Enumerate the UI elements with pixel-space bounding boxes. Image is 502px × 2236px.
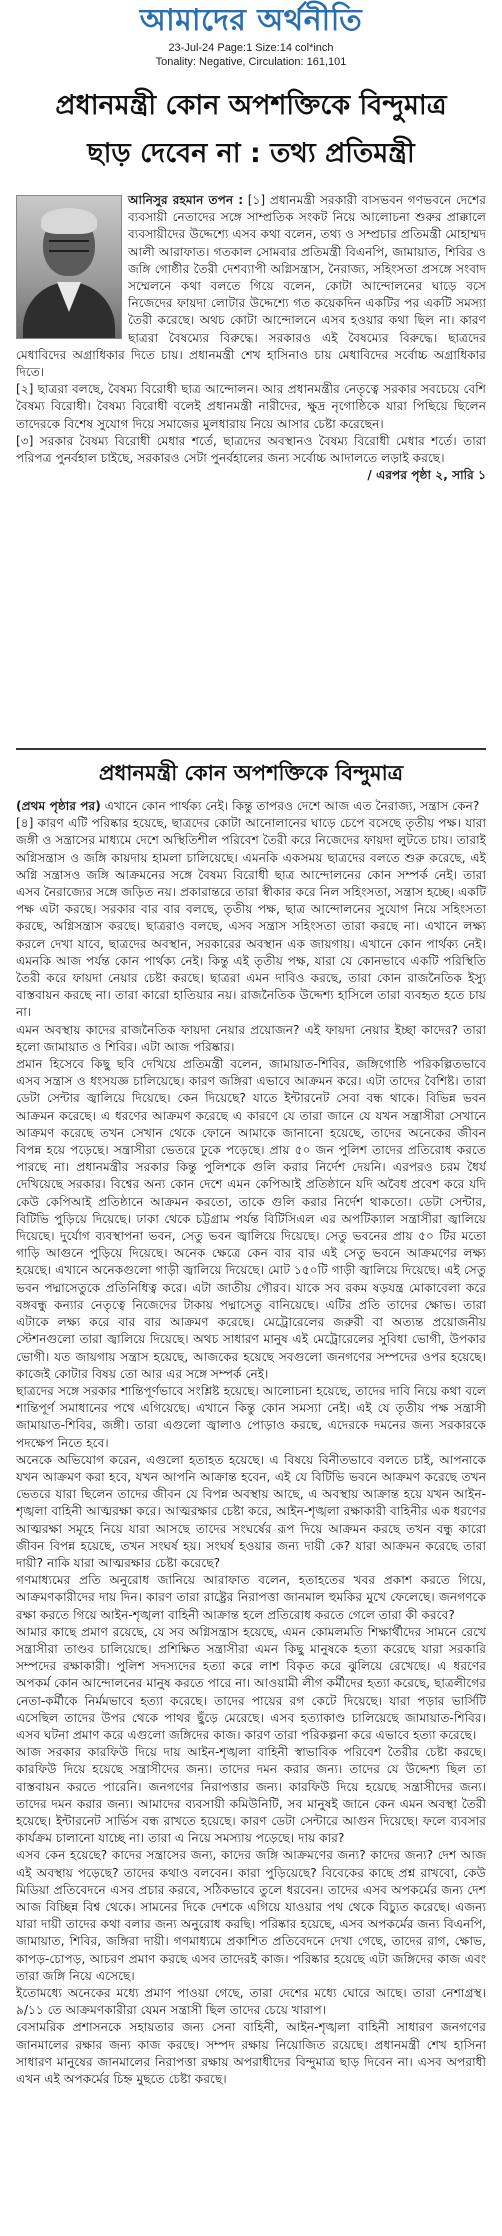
continued-note: / এরপর পৃষ্ঠা ২, সারি ১ xyxy=(367,468,486,483)
headline-line-2: ছাড় দেবেন না : তথ্য প্রতিমন্ত্রী xyxy=(87,138,415,169)
story-paragraph: (প্রথম পৃষ্ঠার পর) এখানে কোন পার্থক্য নেই। কিন্তু তাপরও দেশে আজ এত নৈরাজ্য, সন্ত্রাস কেন? xyxy=(16,799,480,813)
clipping-meta-tonality: Tonality: Negative, Circulation: 161,101 xyxy=(155,56,347,68)
front-page-story xyxy=(16,192,486,722)
byline: আনিসুর রহমান তপন : xyxy=(128,193,244,207)
story-paragraph: আমার কাছে প্রমাণ রয়েছে, যে সব অগ্নিসন্ত্রাস হয়েছে, এমন কোমলমতি শিক্ষার্থীদের সামনে রেখে সন্ত্রাসীরা তাণ্ডব চালিয়েছে। প্রশিক্ষিত সন্ত্রাসীরা এমন কিছু মানুষকে হত্যা করেছে যারা সরকারি সম্পদের রক্ষাকারী। পুলিশ সদস্যদের হত্যা করে লাশ বিকৃত করে ঝুলিয়ে রেখেছে। এ ধরণের অপকর্ম কোন আন্দোলনের মানুষ করতে পারে না। আওয়ামী লীগ কর্মীদের হত্যা করেছে, ছাত্রলীগের নেতা-কর্মীকে নির্মমভাবে হত্যা করেছে। তাদের পায়ের রগ কেটে দিয়েছে। যারা পড়ার ভার্সিটি এসেছিল তাদের উপর থেকে পাথর ছুঁড়ে মেরেছে। এসব হত্যাকাণ্ড চালিয়েছে জামায়াত-শিবির। এসব ঘটনা প্রমাণ করে এগুলো জঙ্গিদের কাজ। কারণ তারা পরিকল্পনা করে এভাবে হত্যা করেছে। xyxy=(16,1624,486,1742)
continuation-story xyxy=(16,798,486,2223)
story-paragraph: এসব কেন হয়েছে? কাদের সন্ত্রাসের জন্য, কাদের জঙ্গি আক্রমণের জন্য? কাদের জন্য? দেশ আজ এই অবস্থায় পড়েছে? তাদের কথাও বলবেন। কারা পুড়িয়েছে? বিবেকের কাছে প্রশ্ন রাখবো, কেউ মিডিয়া প্রতিবেদনে এসব প্রচার করবে, সঠিকভাবে তুলে ধরবেন। তাদের এসব অপকর্মের জন্য দেশ আজ বিচ্ছিন্ন বিশ্ব থেকে। সামনের দিকে দেশকে এগিয়ে যাওয়ার পথ থেকে বিচ্যুত করেছে। এজন্য যারা দায়ী তাদের কথা বলার জন্য অনুরোধ করছি। পরিষ্কার হয়েছে, এসব অপকর্মের জন্য বিএনপি, জামায়াত, শিবির, জঙ্গিরা দায়ী। গণমাধ্যমে প্রকাশিত প্রতিবেদনে দেখা গেছে, তাদের রাগ, ক্ষোভ, কাপড়-চোপড়, আচরণ প্রমাণ করছে এসব তাদেরই কাজ। পরিষ্কার হয়েছে এটা জঙ্গিদের কাজ এবং তারা জঙ্গি নিয়ে এসেছে। xyxy=(16,1848,486,1983)
story-paragraph: [২] ছাত্ররা বলছে, বৈষম্য বিরোধী ছাত্র আন্দোলন। আর প্রধানমন্ত্রীর নেতৃত্বে সরকার সবচেয়ে বেশি বৈষম্য বিরোধী। বৈষম্য বিরোধী বলেই প্রধানমন্ত্রী নারীদের, ক্ষুদ্র নৃগোষ্ঠিকে যারা পিছিয়ে ছিলেন তাদেরকে বিশেষ সুযোগ দিয়ে সমাজের মুলধারায় নিয়ে আসার চেষ্টা করেছেন। xyxy=(16,382,486,431)
continued-from-label: (প্রথম পৃষ্ঠার পর) xyxy=(16,799,101,813)
story-paragraph: আজ সরকার কারফিউ দিয়ে দায় আইন-শৃঙ্খলা বাহিনী স্বাভাবিক পরিবেশ তৈরীর চেষ্টা করছে। কারফিউ দিয়ে হয়েছে সন্ত্রাসীদের জন্য। তাদের দমন করার জন্য। তাদের যে উদ্দেশ্য ছিল তা বাস্তবায়ন করতে পারেনি। জনগণের নিরাপত্তার জন্য। কারফিউ দিয়ে হয়েছে সন্ত্রাসীদের জন্য। তাদের দমন করার জন্য। আমাদের ব্যবসায়ী কমিউনিটি, সব মানুষই জানে কেন এমন অবস্থা তৈরী হয়েছে। ইন্টারনেট সার্ভিস বন্ধ রাখতে হয়েছে। কারণ ডেটা সেন্টারে আগুন দিয়েছে। ফলে ব্যবসার কার্যক্রম চালানো যাচ্ছে না। তারা এ নিয়ে সমস্যায় পড়েছে। দায় কার? xyxy=(16,1745,486,1846)
story-paragraph: গণমাধ্যমের প্রতি অনুরোধ জানিয়ে আরাফাত বলেন, হতাহতের খবর প্রকাশ করতে গিয়ে, আক্রমণকারীদের দায় দিন। কারণ তারা রাষ্ট্রের নিরাপত্তা জানমাল হুমকির মুখে ফেলেছে। জনগণকে রক্ষা করতে গিয়ে আইন-শৃঙ্খলা বাহিনী আক্রান্ত হলে প্রতিরোধ করতে গেলে তারা কী করবে? xyxy=(16,1573,486,1622)
story-paragraph: [৪] কারণ এটি পরিষ্কার হয়েছে, ছাত্রদের কোটা আনোলানের ঘাড়ে চেপে বসেছে তৃতীয় পক্ষ। যারা জঙ্গী ও সন্ত্রাসের মাধ্যমে দেশে অস্থিতিশীল পরিবেশ তৈরী করে নিজেদের ফায়দা লুটতে চায়। তারাই অগ্নিসন্ত্রাস ও জঙ্গি কায়দায় হামলা চালিয়েছে। এমনকি একসময় ছাত্রদের বলতে শুরু করেছে, এই অগ্নি সন্ত্রাসও জঙ্গি আক্রমনের সঙ্গে বৈষম্য বিরোধী ছাত্র আন্দোলনের কোন সম্পর্ক নেই। তারা এসব নৈরাজ্যের সঙ্গে জড়িত নয়। প্রকারান্তরে তারা স্বীকার করে নিল সহিংসতা, সন্ত্রাস হচ্ছে। একটি পক্ষ এটা করছে। সরকার বার বার বলছে, তৃতীয় পক্ষ, ছাত্র আন্দোলনের সুযোগ নিয়ে সহিংসতা করছে, অগ্নিসন্ত্রাস করছে। ছাত্ররাও বলছে, এসব সন্ত্রাস সহিংসতা তারা করছে না। এখানে লক্ষ্য করলে দেখা যাবে, ছাত্রদের অবস্থান, সরকারের অবস্থান এক জায়গায়। এখানে কোন পার্থক্য নেই। এমনকি আজ পর্যন্ত কোন পার্থক্য নেই। কিন্তু এই তৃতীয় পক্ষ, যারা যে কোনভাবে একটি পরিস্থিতি তৈরী করে ফায়দা নেয়ার চেষ্টা করছে। ছাত্ররা এমন দাবিও করছে, তারা কোন রাজনৈতিক ইস্যু বাস্তবায়ন করছে না। তারা কারো হাতিয়ার নয়। রাজনৈতিক উদ্দেশ্য হাসিলে তারা ব্যবহৃত হতে চায় না। xyxy=(16,816,486,1020)
story-paragraph: ইতোমধ্যে অনেকের মধ্যে প্রমাণ পাওয়া গেছে, তারা দেশের মধ্যে ঘোরে আছে। তারা নেশাগ্রস্থ। ৯/১১ তে আক্রমণকারীরা যেমন সন্ত্রাসী ছিল তাদের চেয়ে খারাপ। xyxy=(16,1986,486,2018)
story-paragraph: ছাত্রদের সঙ্গে সরকার শান্তিপূর্ণভাবে সংশ্লিষ্ট হয়েছে। আলোচনা হয়েছে, তাদের দাবি নিয়ে কথা বলে শান্তিপূর্ণ সমাধানের পথে এগিয়েছে। এখানে কিন্তু কোন সমস্যা নেই। এই যে তৃতীয় পক্ষ সন্ত্রাসী জামায়াত-শিবির, জঙ্গী। তারা এগুলো জ্বালাও পোড়াও করছে, এদেরকে দমনের জন্য সরকারকে পদক্ষেপ নিতে হবে। xyxy=(16,1383,486,1450)
story-paragraph: এমন অবস্থায় কাদের রাজনৈতিক ফায়দা নেয়ার প্রয়োজন? এই ফায়দা নেয়ার ইচ্ছা কাদের? তারা হলো জামায়াত ও শিবির। এটা আজ পরিষ্কার। xyxy=(16,1022,486,1054)
section-divider xyxy=(16,748,486,750)
story-paragraph: [৩] সরকার বৈষম্য বিরোধী মেধার শর্তে, ছাত্রদের অবস্থানও বৈষম্য বিরোধী মেধার শর্তে। তারা পরিপত্র পুনর্বহাল চাইছে, সরকারও সেটা পুনর্বহালের জন্য সর্বোচ্চ আদালতে লড়াই করছে। xyxy=(16,433,486,466)
story-paragraph: অনেকে অভিযোগ করেন, এগুলো হতাহত হয়েছে। এ বিষয়ে বিনীতভাবে বলতে চাই, আপনাকে যখন আক্রমণ করা হবে, যখন আপনি আক্রান্ত হবেন, এই যে বিটিভি ভবনে আক্রমণ করেছে তখন ভেতরে যারা ছিলেন তাদের জীবন যে বিপন্ন অবস্থায় আছে, এ অবস্থায় আক্রান্ত হয়ে যখন আইন-শৃঙ্খলা বাহিনী আত্মরক্ষা করে। আত্মরক্ষার চেষ্টা করে, আইন-শৃঙ্খলা রক্ষাকারী বাহিনীর এক ধরণের আত্মরক্ষা সমূহে নিয়ে যারা আসছে তাদের সংঘর্ষের রূপ দিয়ে আক্রমন করছে তখন বন্ধু কারো জীবন বিপন্ন হয়েছে, তখন সংঘর্ষ হয়। সংঘর্ষ হওয়ার জন্য দায়ী কে? যারা আক্রমন করেছে তারা দায়ী? নাকি যারা আত্মরক্ষার চেষ্টা করেছে? xyxy=(16,1452,486,1570)
newspaper-masthead: আমাদের অর্থনীতি xyxy=(139,3,363,38)
story-paragraph: প্রমান হিসেবে কিছু ছবি দেখিয়ে প্রতিমন্ত্রী বলেন, জামায়াত-শিবির, জঙ্গিগোষ্ঠি পরিকল্পিতভাবে এসব সন্ত্রাস ও ধংসযজ্ঞ চালিয়েছে। কারণ জঙ্গিরা এভাবে আক্রমন করে। এটা তাদের বৈশিষ্ট। তারা ডেটা সেন্টার জ্বালিয়ে দিয়েছে। কেন দিয়েছে? যাতে ইন্টারনেট সেবা বন্ধ থাকে। বিভিন্ন ভবন আক্রমন করেছে। এ ধরণের আক্রমণ করেছে এ কারণে যে তারা জানে যে যখন সন্ত্রাসীরা সেখানে আক্রমণ করেছে তখন সেখান থেকে ফোনে আমাকে জানানো হয়েছে, তাদের অনেকের জীবন বিপন্ন হয়ে পড়েছে। সন্ত্রাসীরা ভেতরে ঢুকে পড়েছে। প্রায় ৫০ জন পুলিশ তাদের প্রতিরোধ করতে পারছে না। প্রধানমন্ত্রীর সরকার কিন্তু পুলিশকে গুলি করার নির্দেশ দেয়নি। এরপরও চরম ধৈর্য দেখিয়েছে সরকার। বিশ্বের অন্য কোন দেশে এমন কেপিআই প্রতিষ্ঠানে যদি অবৈধ প্রবেশ করে যদি কেউ কেপিআই প্রতিষ্ঠানে আক্রমন করতো, তাকে গুলি করার নির্দেশ থাকতো। ডেটা সেন্টার, বিটিভি পুড়িয়ে দিয়েছে। ঢাকা থেকে চট্টগ্রাম পর্যন্ত বিটিসিএল এর অপটিক্যাল সন্ত্রাসীরা জ্বালিয়ে দিয়েছে। দুর্যোগ ব্যবস্থাপনা ভবন, সেতু ভবন জ্বালিয়ে দিয়েছে। সেতু ভবনের প্রায় ৫০ টির মতো গাড়ি আগুনে পুড়িয়ে দিয়েছে। অনেক ক্ষেত্রে কেন বার বার এই সেতু ভবনে আক্রমণের লক্ষ্য হয়েছে। এখানে অনেকগুলো গাড়ী জ্বালিয়ে দিয়েছে। মোট ১৫০টি গাড়ী জ্বালিয়ে দিয়েছে। এই সেতু ভবন পদ্মাসেতুকে প্রতিনিধিত্ব করে। এটা জাতীয় গৌরব। যাকে সব রকম ষড়যন্ত্র মোকাবেলা করে বঙ্গবন্ধু কন্যার নেতৃত্বে নিজেদের টাকায় পদ্মাসেতু বানিয়েছে। এটির প্রতি তাদের ক্ষোভ। তারা এটাকে লক্ষ্য করে বার বার আক্রমণ করেছে। মেট্রোরেলের জরুরী বা অত্যন্ত প্রয়োজনীয় স্টেশনগুলো তারা জ্বালিয়ে দিয়েছে। অথচ সাধারণ মানুষ এই মেট্রোরেলের সুবিধা ভোগী, উপকার ভোগী। যত জায়গায় সন্ত্রাস হয়েছে, আজকের হয়েছে সবগুলো জনগণের সম্পদের ওপর হয়েছে। কাজেই কোটার বিষয় তো আর এর সঙ্গে সম্পর্ক নেই। xyxy=(16,1057,486,1381)
clipping-meta-date: 23-Jul-24 Page:1 Size:14 col*inch xyxy=(168,42,334,54)
story-paragraph: বেসামরিক প্রশাসনকে সহায়তার জন্য সেনা বাহিনী, আইন-শৃঙ্খলা বাহিনী সাধারণ জনগণের জানমালের রক্ষার জন্য কাজ করছে। সম্পদ রক্ষায় নিয়োজিত রয়েছে। প্রধানমন্ত্রী শেখ হাসিনা সাধারণ মানুষের জানমালের নিরাপত্তা রক্ষায় অপরাধীদের বিন্দুমাত্র ছাড় দিবেন না। এসব অপরাধী এখন এই অপকর্মের চিহ্ন মুছতে চেষ্টা করছে। xyxy=(16,2020,486,2087)
story-paragraph: আনিসুর রহমান তপন : [১] প্রধানমন্ত্রী সরকারী বাসভবন গণভবনে দেশের ব্যবসায়ী নেতাদের সঙ্গে সাম্প্রতিক সংকট নিয়ে আলোচনা শুরুর প্রাক্কালে ব্যবসায়ীদের উদ্দেশ্যে এসব কথা বলেন, তথ্য ও সম্প্রচার প্রতিমন্ত্রী মোহাম্মদ আলী আরাফাত। গতকাল সোমবার প্রতিমন্ত্রী বিএনপি, জামায়াত, শিবির ও জঙ্গি গোষ্ঠীর তৈরী দেশব্যাপী অগ্নিসন্ত্রাস, নৈরাজ্য, সহিংসতা প্রসঙ্গে সংবাদ সম্মেলনে কথা বলতে গিয়ে বলেন, কোটা আন্দোলনের ঘাড়ে বসে নিজেদের ফায়দা লোটার উদ্দেশ্যে গত কয়েকদিন একটির পর একটি সমস্যা তৈরী করেছে। অথচ কোটা আন্দোলনে এসব হওয়ার কথা ছিল না। কারণ ছাত্ররা বৈষম্যের বিরুদ্ধে। সরকারও এই বৈষম্যের বিরুদ্ধে। ছাত্রদের মেধাবিদের অগ্রাধিকার দিতে চায়। প্রধানমন্ত্রী শেখ হাসিনাও চায় মেধাবিদের সর্বোচ্চ অগ্রাধিকার দিতে। xyxy=(16,193,486,380)
continuation-headline: প্রধানমন্ত্রী কোন অপশক্তিকে বিন্দুমাত্র xyxy=(98,761,404,785)
headline-line-1: প্রধানমন্ত্রী কোন অপশক্তিকে বিন্দুমাত্র xyxy=(55,90,447,121)
